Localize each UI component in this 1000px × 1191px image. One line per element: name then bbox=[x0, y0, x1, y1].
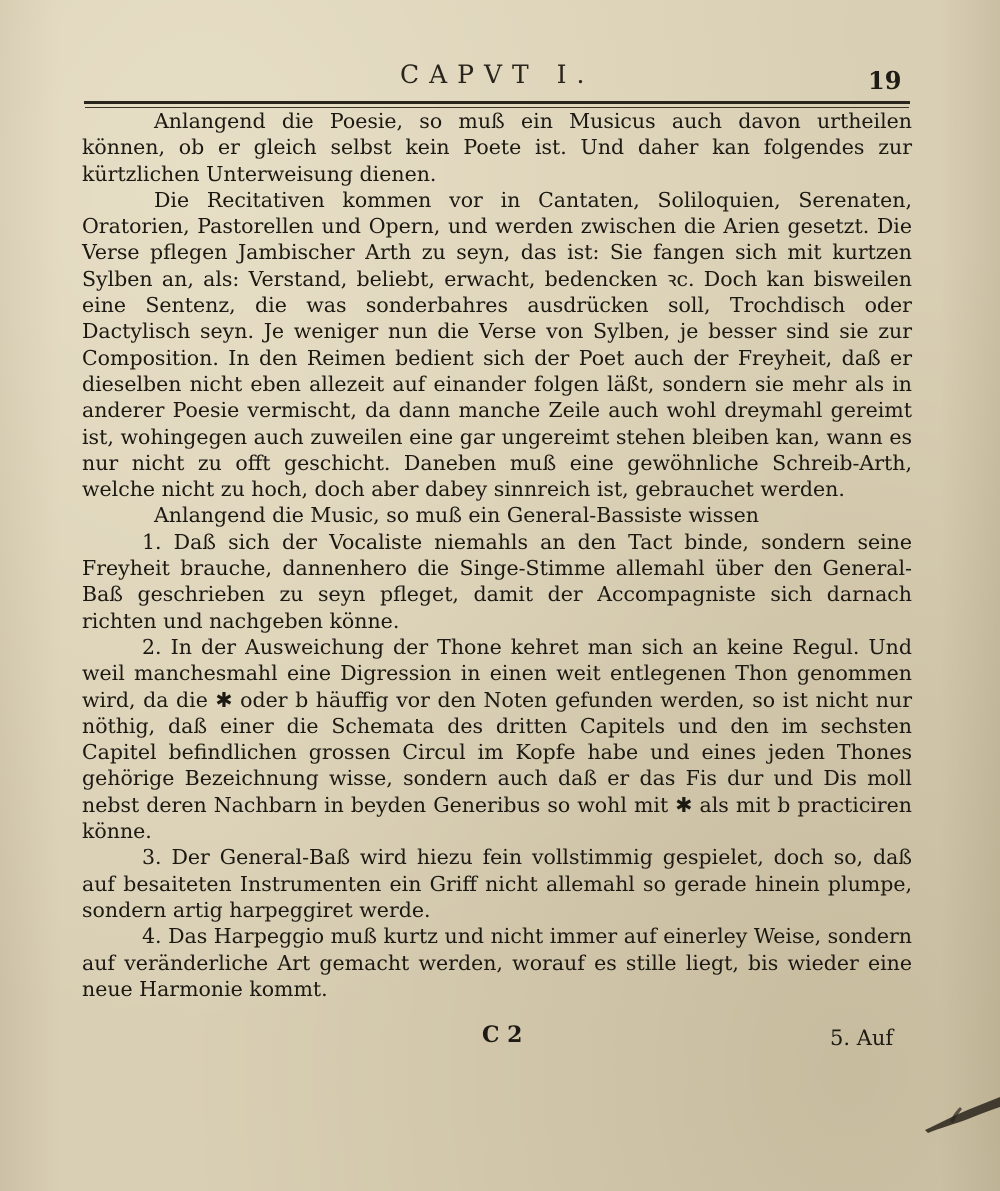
signature-mark: C 2 bbox=[482, 1022, 523, 1048]
list-item-1: 1. Daß sich der Vocaliste niemahls an den Tact binde, sondern seine Freyheit brauche, dannenhero die Singe-Stimme allemahl über den General-Baß geschrieben zu seyn pfleget, damit der Accompagniste sich darnach richten und nachgeben könne. bbox=[82, 529, 912, 633]
list-item-3: 3. Der General-Baß wird hiezu fein vollstimmig gespielet, doch so, daß auf besaiteten Instrumenten ein Griff nicht allemahl so gerade hinein plumpe, sondern artig harpeggiret werde. bbox=[82, 845, 912, 922]
body-text bbox=[82, 108, 912, 1002]
catchword: 5. Auf bbox=[830, 1026, 894, 1050]
running-head: CAPVT I. bbox=[400, 60, 595, 89]
list-item-2: 2. In der Ausweichung der Thone kehret man sich an keine Regul. Und weil manchesmahl eine Digression in einen weit entlegenen Thon genommen wird, da die ✱ oder b häuffig vor den Noten gefunden werden, so ist nicht nur nöthig, daß einer die Schemata des dritten Capitels und den im sechsten Capitel befindlichen grossen Circul im Kopfe habe und eines jeden Thones gehörige Bezeichnung wisse, sondern auch daß er das Fis dur und Dis moll nebst deren Nachbarn in beyden Generibus so wohl mit ✱ als mit b practiciren könne. bbox=[82, 634, 912, 844]
paragraph-poesie: Anlangend die Poesie, so muß ein Musicus auch davon urtheilen können, ob er gleich selbst kein Poete ist. Und daher kan folgendes zur kürtzlichen Unterweisung dienen. bbox=[82, 109, 912, 186]
paragraph-music: Anlangend die Music, so muß ein General-Bassiste wissen bbox=[154, 503, 759, 528]
header-rule bbox=[84, 101, 910, 104]
page-number: 19 bbox=[868, 66, 902, 95]
ink-smudge-icon bbox=[920, 1095, 1000, 1135]
paragraph-recitativen: Die Recitativen kommen vor in Cantaten, Soliloquien, Serenaten, Oratorien, Pastorellen und Opern, und werden zwischen die Arien gesetzt. Die Verse pflegen Jambischer Arth zu seyn, das ist: Sie fangen sich mit kurtzen Sylben an, als: Verstand, beliebt, erwacht, bedencken ꝛc. Doch kan bisweilen eine Sentenz, die was sonderbahres ausdrücken soll, Trochdisch oder Dactylisch seyn. Je weniger nun die Verse von Sylben, je besser sind sie zur Composition. In den Reimen bedient sich der Poet auch der Freyheit, daß er dieselben nicht eben allezeit auf einander folgen läßt, sondern sie mehr als in anderer Poesie vermischt, da dann manche Zeile auch wohl dreymahl gereimt ist, wohingegen auch zuweilen eine gar ungereimt stehen bleiben kan, wann es nur nicht zu offt geschicht. Daneben muß eine gewöhnliche Schreib-Arth, welche nicht zu hoch, doch aber dabey sinnreich ist, gebrauchet werden. bbox=[82, 187, 912, 502]
list-item-4: 4. Das Harpeggio muß kurtz und nicht immer auf einerley Weise, sondern auf veränderliche Art gemacht werden, worauf es stille liegt, bis wieder eine neue Harmonie kommt. bbox=[82, 924, 912, 1001]
